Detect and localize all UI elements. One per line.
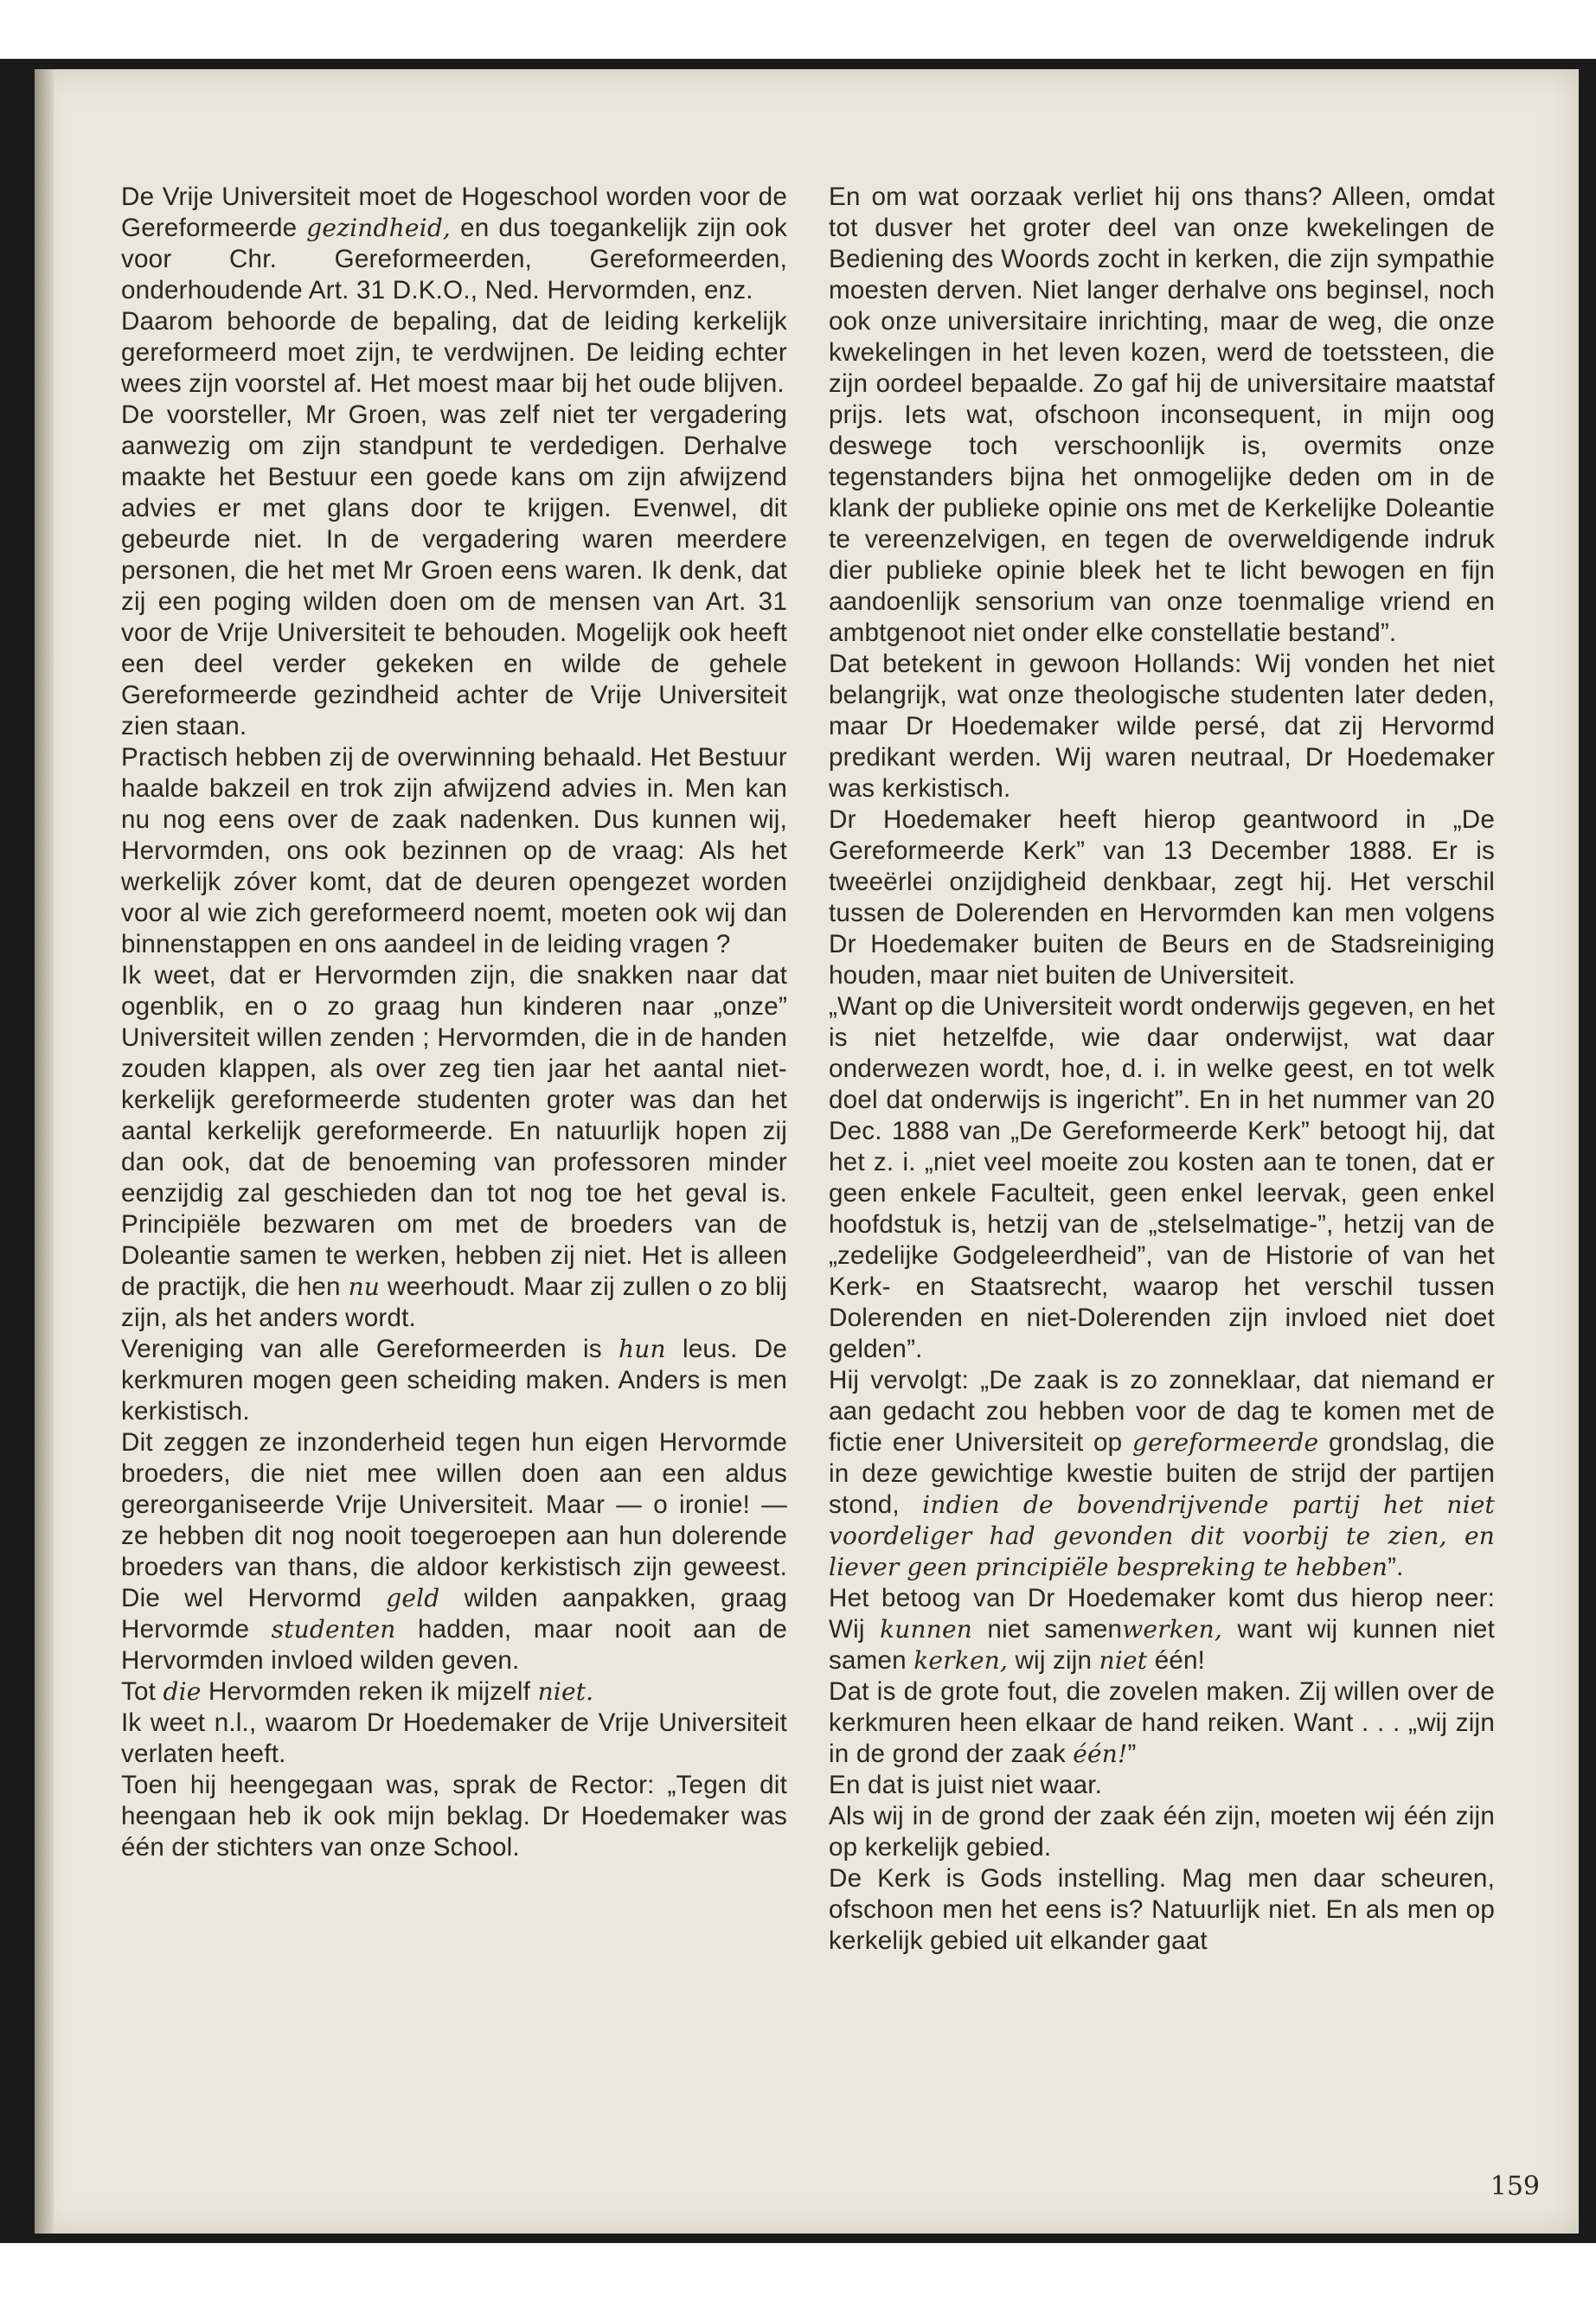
- left-column-paragraph: Dit zeggen ze inzonderheid tegen hun eigen Hervormde broeders, die niet mee willen doen aan een aldus gereorganiseerde Vrije Universiteit. Maar — o ironie! — ze hebben dit nog nooit toegeroepen aan hun dolerende broeders van thans, die aldoor kerkistisch zijn geweest. Die wel Hervormd geld wilden aanpakken, graag Hervormde studenten hadden, maar nooit aan de Hervormden invloed wilden geven.: [121, 1428, 787, 1675]
- italic-emphasis: nu: [348, 1272, 381, 1301]
- page-number: 159: [1490, 2171, 1540, 2202]
- italic-emphasis: studenten: [271, 1615, 396, 1644]
- right-column-paragraph: Als wij in de grond der zaak één zijn, moeten wij één zijn op kerkelijk gebied.: [829, 1802, 1495, 1862]
- right-column-paragraph: Dat betekent in gewoon Hollands: Wij vonden het niet belangrijk, wat onze theologische studenten later deden, maar Dr Hoedemaker wilde persé, dat zij Hervormd predikant werden. Wij waren neutraal, Dr Hoedemaker was kerkistisch.: [829, 650, 1495, 803]
- italic-emphasis: één!: [1073, 1740, 1128, 1768]
- italic-emphasis: geld: [386, 1584, 440, 1612]
- right-column: [829, 182, 1495, 1957]
- italic-emphasis: gezindheid,: [306, 214, 452, 242]
- left-column: [121, 182, 787, 1863]
- left-column-paragraph: Ik weet n.l., waarom Dr Hoedemaker de Vrije Universiteit verlaten heeft.: [121, 1708, 787, 1768]
- right-column-paragraph: Hij vervolgt: „De zaak is zo zonneklaar, dat niemand er aan gedacht zou hebben voor de dag te komen met de fictie ener Universiteit op gereformeerde grondslag, die in deze gewichtige kwestie buiten de strijd der partijen stond, indien de bovendrijvende partij het niet voordeliger had gevonden dit voorbij te zien, en liever geen principiële bespreking te hebben”.: [829, 1366, 1495, 1581]
- right-column-paragraph: „Want op die Universiteit wordt onderwijs gegeven, en het is niet hetzelfde, wie daar onderwijst, wat daar onderwezen wordt, hoe, d. i. in welke geest, en tot welk doel dat onderwijs is ingericht”. En in het nummer van 20 Dec. 1888 van „De Gereformeerde Kerk” betoogt hij, dat het z. i. „niet veel moeite zou kosten aan te tonen, dat er geen enkele Faculteit, geen enkel leervak, geen enkel hoofdstuk is, hetzij van de „stelselmatige-”, hetzij van de „zedelijke Godgeleerdheid”, van de Historie of van het Kerk- en Staatsrecht, waarop het verschil tussen Dolerenden en niet-Dolerenden zijn invloed niet doet gelden”.: [829, 992, 1495, 1363]
- italic-emphasis: kunnen: [880, 1615, 972, 1644]
- italic-emphasis: gereformeerde: [1132, 1428, 1319, 1457]
- page-gutter: [35, 69, 54, 2234]
- right-column-paragraph: En dat is juist niet waar.: [829, 1771, 1103, 1799]
- left-column-paragraph: Ik weet, dat er Hervormden zijn, die snakken naar dat ogenblik, en o zo graag hun kinderen naar „onze” Universiteit willen zenden ; Hervormden, die in de handen zouden klappen, als over zeg tien jaar het aantal niet-kerkelijk gereformeerde studenten groter was dan het aantal kerkelijk gereformeerde. En natuurlijk hopen zij dan ook, dat de benoeming van professoren minder eenzijdig zal geschieden dan tot nog toe het geval is. Principiële bezwaren om met de broeders van de Doleantie samen te werken, hebben zij niet. Het is alleen de practijk, die hen nu weerhoudt. Maar zij zullen o zo blij zijn, als het anders wordt.: [121, 961, 788, 1332]
- left-column-paragraph: De Vrije Universiteit moet de Hogeschool worden voor de Gereformeerde gezindheid, en dus toegankelijk zijn ook voor Chr. Gereformeerden, Gereformeerden, onderhoudende Art. 31 D.K.O., Ned. Hervormden, enz.: [121, 183, 787, 304]
- italic-emphasis: niet.: [537, 1677, 594, 1706]
- book-page: [35, 69, 1579, 2234]
- right-column-paragraph: En om wat oorzaak verliet hij ons thans? Alleen, omdat tot dusver het groter deel van onze kwekelingen de Bediening des Woords zocht in kerken, die zijn sympathie moesten derven. Niet langer derhalve ons beginsel, noch ook onze universitaire inrichting, maar de weg, die onze kwekelingen in het leven kozen, werd de toetssteen, die zijn oordeel bepaalde. Zo gaf hij de universitaire maatstaf prijs. Iets wat, ofschoon inconsequent, in mijn oog deswege toch verschoonlijk is, overmits onze tegenstanders bijna het onmogelijke deden om in de klank der publieke opinie ons met de Kerkelijke Doleantie te vereenzelvigen, en tegen de overweldigende indruk dier publieke opinie bleek het te licht bewogen en fijn aandoenlijk sensorium van onze toenmalige vriend en ambtgenoot niet onder elke constellatie bestand”.: [829, 183, 1495, 647]
- left-column-paragraph: Tot die Hervormden reken ik mijzelf niet.: [121, 1677, 594, 1706]
- italic-emphasis: hun: [619, 1335, 666, 1363]
- left-column-paragraph: Daarom behoorde de bepaling, dat de leiding kerkelijk gereformeerd moet zijn, te verdwijnen. De leiding echter wees zijn voorstel af. Het moest maar bij het oude blijven.: [121, 307, 787, 398]
- italic-emphasis: kerken,: [913, 1646, 1009, 1675]
- right-column-paragraph: De Kerk is Gods instelling. Mag men daar scheuren, ofschoon men het eens is? Natuurlijk niet. En als men op kerkelijk gebied uit elkander gaat: [829, 1864, 1495, 1955]
- left-column-paragraph: Practisch hebben zij de overwinning behaald. Het Bestuur haalde bakzeil en trok zijn afwijzend advies in. Men kan nu nog eens over de zaak nadenken. Dus kunnen wij, Hervormden, ons ook bezinnen op de vraag: Als het werkelijk zóver komt, dat de deuren opengezet worden voor al wie zich gereformeerd noemt, moeten ook wij dan binnenstappen en ons aandeel in de leiding vragen ?: [121, 743, 787, 958]
- italic-emphasis: werken,: [1122, 1615, 1223, 1644]
- left-column-paragraph: Vereniging van alle Gereformeerden is hun leus. De kerkmuren mogen geen scheiding maken. Anders is men kerkistisch.: [121, 1335, 787, 1426]
- italic-emphasis: die: [163, 1677, 202, 1706]
- left-column-paragraph: Toen hij heengegaan was, sprak de Rector: „Tegen dit heengaan heb ik ook mijn beklag. Dr Hoedemaker was één der stichters van onze School.: [121, 1771, 787, 1862]
- right-column-paragraph: Het betoog van Dr Hoedemaker komt dus hierop neer: Wij kunnen niet samenwerken, want wij kunnen niet samen kerken, wij zijn niet één!: [829, 1584, 1495, 1675]
- left-column-paragraph: De voorsteller, Mr Groen, was zelf niet ter vergadering aanwezig om zijn standpunt te verdedigen. Derhalve maakte het Bestuur een goede kans om zijn afwijzend advies er met glans door te krijgen. Evenwel, dit gebeurde niet. In de vergadering waren meerdere personen, die het met Mr Groen eens waren. Ik denk, dat zij een poging wilden doen om de mensen van Art. 31 voor de Vrije Universiteit te behouden. Mogelijk ook heeft een deel verder gekeken en wilde de gehele Gereformeerde gezindheid achter de Vrije Universiteit zien staan.: [121, 401, 787, 740]
- italic-emphasis: indien de bovendrijvende partij het niet voordeliger had gevonden dit voorbij te zien, en liever geen principiële bespreking te hebben: [829, 1490, 1495, 1581]
- right-column-paragraph: Dr Hoedemaker heeft hierop geantwoord in „De Gereformeerde Kerk” van 13 December 1888. Er is tweeërlei onzijdigheid denkbaar, zegt hij. Het verschil tussen de Dolerenden en Hervormden kan men volgens Dr Hoedemaker buiten de Beurs en de Stadsreiniging houden, maar niet buiten de Universiteit.: [829, 805, 1495, 990]
- italic-emphasis: niet: [1099, 1646, 1148, 1675]
- right-column-paragraph: Dat is de grote fout, die zovelen maken. Zij willen over de kerkmuren heen elkaar de hand reiken. Want . . . „wij zijn in de grond der zaak één!”: [829, 1677, 1495, 1768]
